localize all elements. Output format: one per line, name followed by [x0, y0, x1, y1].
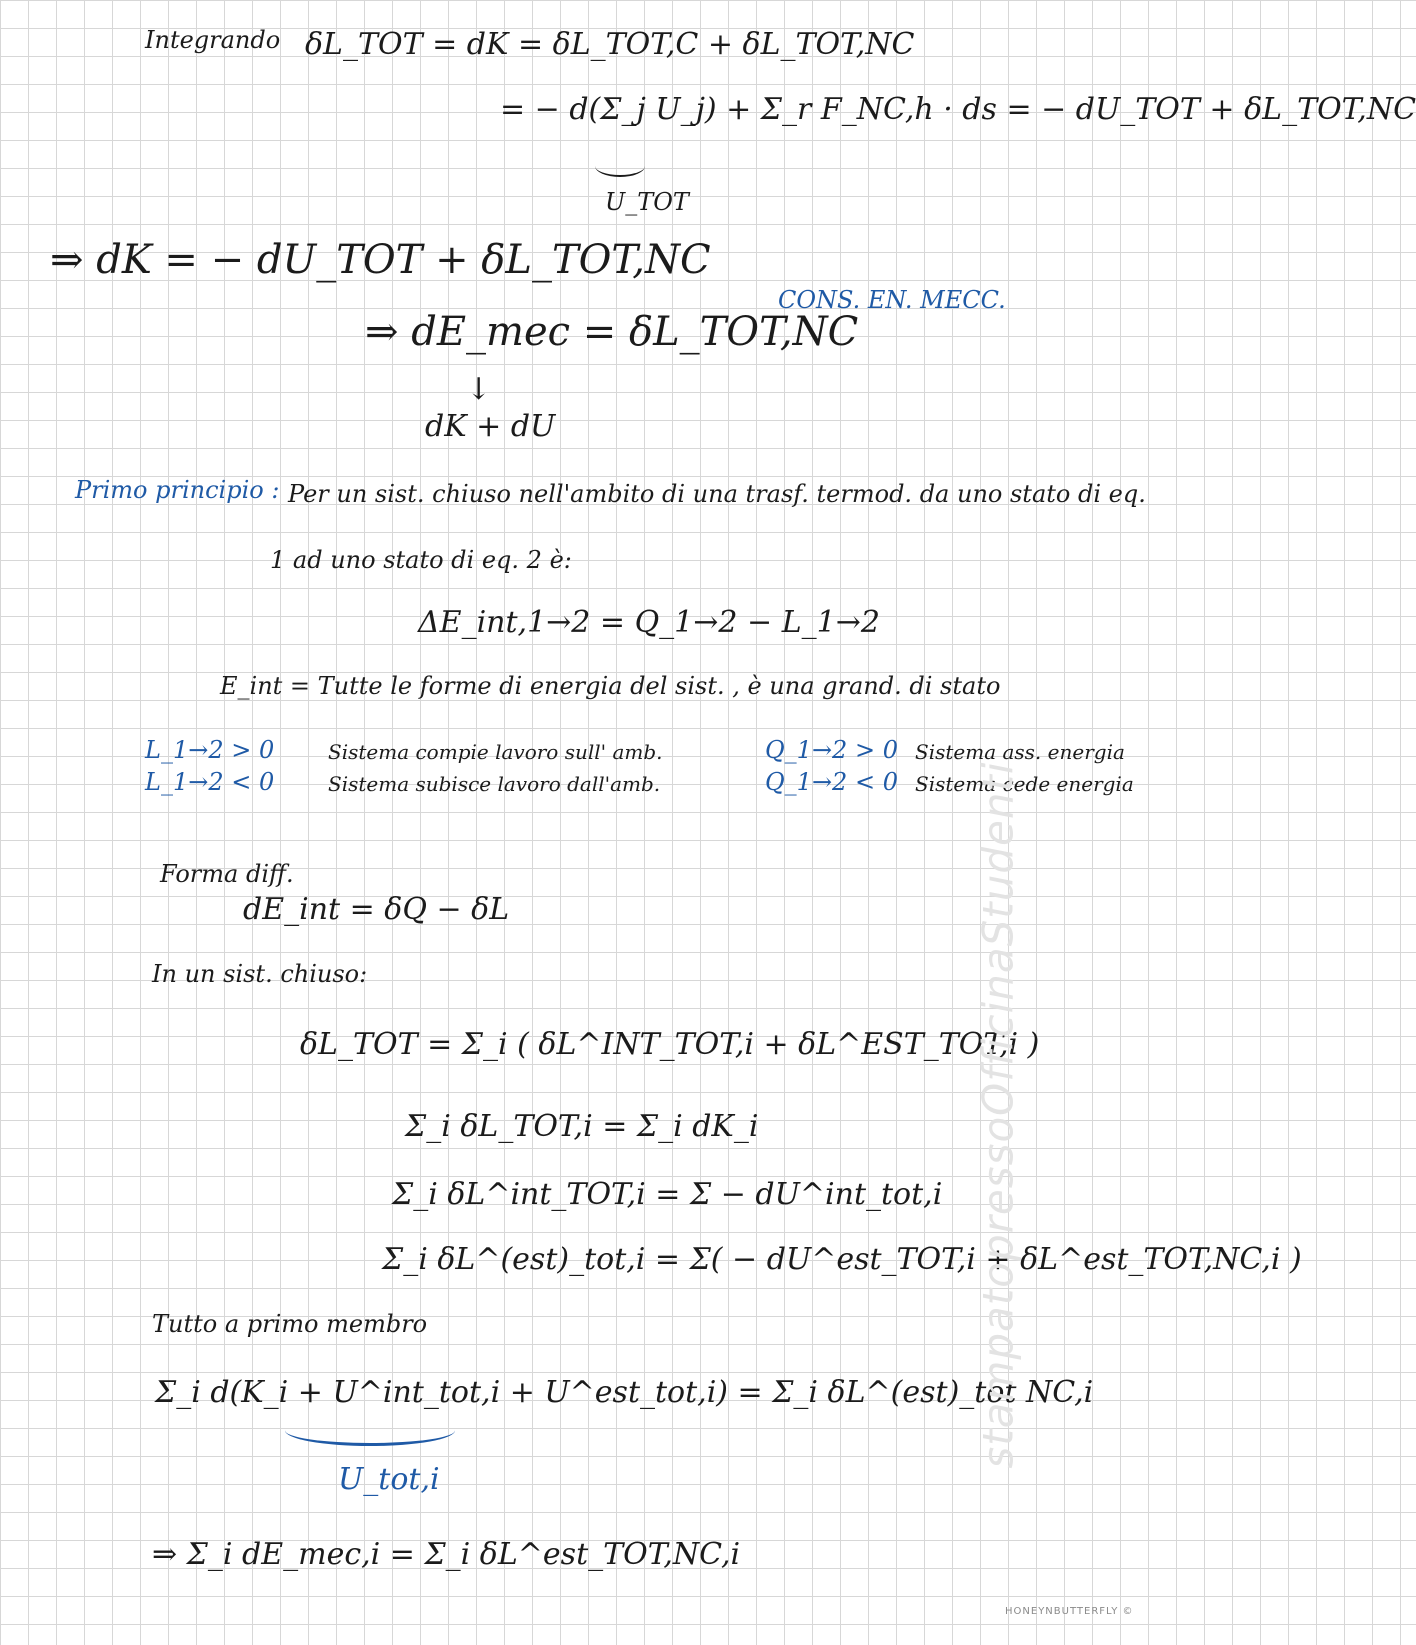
- underbrace-potential-total: [285, 1415, 455, 1446]
- equation-mech-energy: ⇒ dE_mec = δL_TOT,NC: [365, 309, 859, 355]
- condition-heat-positive: Q_1→2 > 0: [765, 736, 898, 764]
- condition-work-negative-text: Sistema subisce lavoro dall'amb.: [328, 772, 661, 796]
- underbrace-potential: [595, 155, 645, 177]
- equation-first-principle: ΔE_int,1→2 = Q_1→2 − L_1→2: [418, 605, 880, 640]
- closed-system-label: In un sist. chiuso:: [152, 960, 368, 988]
- equation-work-total: δL_TOT = dK = δL_TOT,C + δL_TOT,NC: [305, 27, 915, 62]
- first-member-label: Tutto a primo membro: [152, 1310, 428, 1338]
- watermark: stampatopressoOfficinaStudenti: [973, 761, 1023, 1469]
- equation-differential: dE_int = δQ − δL: [243, 892, 510, 927]
- condition-work-positive: L_1→2 > 0: [145, 736, 275, 764]
- first-principle-label: Primo principio :: [75, 476, 280, 504]
- equation-mech-energy-sum-final: ⇒ Σ_i dE_mec,i = Σ_i δL^est_TOT,NC,i: [152, 1537, 741, 1572]
- condition-work-positive-text: Sistema compie lavoro sull' amb.: [328, 740, 663, 764]
- equation-work-expanded: = − d(Σ_j U_j) + Σ_r F_NC,h · ds = − dU_TOT + δL_TOT,NC: [500, 92, 1416, 127]
- equation-kinetic: ⇒ dK = − dU_TOT + δL_TOT,NC: [50, 237, 711, 283]
- first-principle-text-1: Per un sist. chiuso nell'ambito di una trasf. termod. da uno stato di eq.: [288, 480, 1146, 508]
- first-principle-text-2: 1 ad uno stato di eq. 2 è:: [270, 546, 572, 574]
- equation-internal-work: Σ_i δL^int_TOT,i = Σ − dU^int_tot,i: [392, 1177, 943, 1212]
- internal-energy-definition: E_int = Tutte le forme di energia del sist. , è una grand. di stato: [220, 672, 1001, 700]
- underbrace-potential-total-label: U_tot,i: [338, 1462, 440, 1497]
- equation-mech-energy-sum: dK + dU: [425, 409, 556, 444]
- equation-external-work: Σ_i δL^(est)_tot,i = Σ( − dU^est_TOT,i + δL^est_TOT,NC,i ): [382, 1242, 1302, 1277]
- arrow-down: ↓: [466, 372, 492, 407]
- condition-work-negative: L_1→2 < 0: [145, 768, 275, 796]
- condition-heat-negative: Q_1→2 < 0: [765, 768, 898, 796]
- equation-total-work-split: δL_TOT = Σ_i ( δL^INT_TOT,i + δL^EST_TOT,i ): [300, 1027, 1040, 1062]
- condition-heat-negative-text: Sistema cede energia: [915, 772, 1134, 796]
- underbrace-potential-label: U_TOT: [605, 188, 689, 216]
- differential-form-label: Forma diff.: [160, 860, 294, 888]
- conservation-label: CONS. EN. MECC.: [778, 286, 1006, 314]
- equation-first-member: Σ_i d(K_i + U^int_tot,i + U^est_tot,i) = Σ_i δL^(est)_tot NC,i: [155, 1375, 1094, 1410]
- credit-label: HONEYNBUTTERFLY ©: [1005, 1606, 1134, 1617]
- condition-heat-positive-text: Sistema ass. energia: [915, 740, 1125, 764]
- integrando-label: Integrando: [145, 26, 281, 54]
- equation-sum-kinetic: Σ_i δL_TOT,i = Σ_i dK_i: [405, 1109, 759, 1144]
